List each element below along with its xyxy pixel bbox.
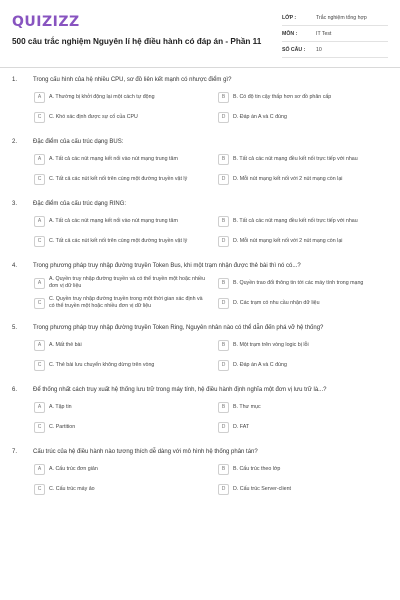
meta-row-class [282,10,388,26]
question-list [12,76,390,510]
question-number: 1. [12,77,18,83]
option-letter-box[interactable]: A [34,340,45,351]
answer-option[interactable] [34,109,206,125]
answer-options [12,151,390,187]
option-letter-box[interactable]: D [218,422,229,433]
answer-option[interactable] [218,275,390,291]
option-text: D. Đáp án A và C đúng [233,113,287,120]
meta-row-count [282,42,388,58]
option-text: D. Cấu trúc Server-client [233,485,291,492]
option-text: C. Khó xác định được sự cố của CPU [49,113,138,120]
answer-options [12,399,390,435]
option-letter-box[interactable]: B [218,216,229,227]
question-text: Để thống nhất cách truy xuất hệ thống lưu trữ trong máy tính, hệ điều hành định nghĩa một đơn vị lưu trữ là...? [33,387,327,393]
answer-option[interactable] [218,171,390,187]
option-letter-box[interactable]: A [34,278,45,289]
question-text: Cấu trúc của hệ điều hành nào tương thích dễ dàng với mô hình hệ thống phân tán? [33,449,258,455]
option-letter-box[interactable]: C [34,484,45,495]
answer-option[interactable] [218,109,390,125]
question-head [12,76,390,84]
answer-option[interactable] [34,233,206,249]
option-text: C. Partition [49,423,76,430]
option-text: D. Đáp án A và C đúng [233,361,287,368]
option-letter-box[interactable]: D [218,298,229,309]
answer-option[interactable] [218,213,390,229]
option-text: C. Thẻ bài lưu chuyển không dừng trên vòng [49,361,155,368]
answer-option[interactable] [218,233,390,249]
question-head [12,386,390,394]
question-item [12,448,390,497]
option-text: A. Tập tin [49,403,72,410]
option-text: B. Cấu trúc theo lớp [233,465,281,472]
option-text: B. Tất cả các nút mạng đều kết nối trực tiếp với nhau [233,217,358,224]
option-text: D. FAT [233,423,250,430]
option-letter-box[interactable]: C [34,422,45,433]
question-text: Trong phương pháp truy nhập đường truyền Token Ring, Nguyên nhân nào có thể dẫn đến phá vỡ hệ thống? [33,325,324,331]
option-letter-box[interactable]: D [218,174,229,185]
meta-value: 10 [316,46,322,53]
option-letter-box[interactable]: B [218,464,229,475]
option-letter-box[interactable]: D [218,112,229,123]
option-text: B. Quyền trao đổi thông tin tới các máy tính trong mạng [233,279,364,286]
option-text: A. Tất cả các nút mạng kết nối vào nút mạng trung tâm [49,155,178,162]
answer-options [12,89,390,125]
option-letter-box[interactable]: A [34,464,45,475]
option-text: B. Thư mục [233,403,261,410]
answer-option[interactable] [218,419,390,435]
worksheet-meta [282,10,388,58]
option-text: B. Một trạm trên vòng logic bị lỗi [233,341,309,348]
answer-option[interactable] [34,213,206,229]
question-item [12,324,390,373]
option-letter-box[interactable]: C [34,236,45,247]
option-letter-box[interactable]: C [34,298,45,309]
worksheet-header [12,10,388,60]
question-head [12,324,390,332]
answer-option[interactable] [34,295,206,311]
option-letter-box[interactable]: A [34,92,45,103]
answer-option[interactable] [34,337,206,353]
option-text: C. Tất cả các nút kết nối trên cùng một đường truyền vật lý [49,237,188,244]
meta-value: Trắc nghiệm tổng hợp [316,14,367,21]
worksheet-title: 500 câu trắc nghiệm Nguyên lí hệ điều hành có đáp án - Phần 11 [12,37,262,46]
question-text: Đặc điểm của cấu trúc dạng BUS: [33,139,124,145]
question-item [12,76,390,125]
meta-value: IT Test [316,30,332,37]
option-text: D. Mỗi nút mạng kết nối với 2 nút mạng còn lại [233,175,343,182]
option-text: A. Mất thẻ bài [49,341,82,348]
answer-options [12,461,390,497]
question-item [12,386,390,435]
answer-option[interactable] [218,337,390,353]
option-letter-box[interactable]: A [34,216,45,227]
answer-option[interactable] [34,171,206,187]
answer-option[interactable] [218,481,390,497]
meta-label: MÔN : [282,30,298,37]
option-letter-box[interactable]: A [34,154,45,165]
option-text: D. Mỗi nút mạng kết nối với 2 nút mạng còn lại [233,237,343,244]
question-head [12,138,390,146]
option-letter-box[interactable]: B [218,278,229,289]
answer-options [12,213,390,249]
option-letter-box[interactable]: B [218,402,229,413]
question-head [12,200,390,208]
answer-option[interactable] [218,399,390,415]
option-text: A. Cấu trúc đơn giản [49,465,98,472]
option-letter-box[interactable]: C [34,360,45,371]
option-text: C. Cấu trúc máy ảo [49,485,95,492]
question-head [12,262,390,270]
answer-option[interactable] [218,461,390,477]
answer-option[interactable] [218,151,390,167]
meta-label: LỚP : [282,14,297,21]
answer-options [12,337,390,373]
question-number: 7. [12,449,18,455]
option-text: B. Tất cả các nút mạng đều kết nối trực tiếp với nhau [233,155,358,162]
option-letter-box[interactable]: B [218,154,229,165]
answer-option[interactable] [34,399,206,415]
meta-row-subject [282,26,388,42]
option-text: A. Tất cả các nút mạng kết nối vào nút mạng trung tâm [49,217,178,224]
question-number: 4. [12,263,18,269]
answer-option[interactable] [218,295,390,311]
answer-option[interactable] [34,89,206,105]
question-item [12,262,390,311]
answer-option[interactable] [34,275,206,291]
meta-label: SỐ CÂU : [282,46,306,53]
option-letter-box[interactable]: B [218,340,229,351]
option-letter-box[interactable]: C [34,112,45,123]
question-number: 2. [12,139,18,145]
option-text: C. Quyền truy nhập đường truyền trong một thời gian xác định và có thể truyền một hoặc nhiều đơn vị dữ liệu [49,296,203,309]
question-item [12,200,390,249]
question-item [12,138,390,187]
option-letter-box[interactable]: A [34,402,45,413]
answer-option[interactable] [218,357,390,373]
answer-option[interactable] [34,481,206,497]
option-letter-box[interactable]: D [218,484,229,495]
question-text: Trong cấu hình của hệ nhiều CPU, sơ đồ liên kết mạnh có nhược điểm gì? [33,77,232,83]
answer-option[interactable] [34,151,206,167]
option-letter-box[interactable]: D [218,236,229,247]
option-text: A. Quyền truy nhập đường truyền và có thể truyền một hoặc nhiều đơn vị dữ liệu [49,276,206,289]
option-text: A. Thường bị khởi động lại một cách tự động [49,93,155,100]
option-text: D. Các trạm có nhu cầu nhận dữ liệu [233,299,320,306]
question-number: 6. [12,387,18,393]
answer-option[interactable] [34,357,206,373]
question-number: 5. [12,325,18,331]
option-text: B. Có độ tin cậy thấp hơn sơ đồ phân cấp [233,93,332,100]
answer-options [12,275,390,311]
quizizz-logo[interactable]: QUIZIZZ [12,14,80,30]
option-text: C. Tất cả các nút kết nối trên cùng một đường truyền vật lý [49,175,188,182]
option-letter-box[interactable]: C [34,174,45,185]
option-letter-box[interactable]: B [218,92,229,103]
answer-option[interactable] [34,419,206,435]
option-letter-box[interactable]: D [218,360,229,371]
question-text: Trong phương pháp truy nhập đường truyền Token Bus, khi một trạm nhận được thẻ bài thì nó có...? [33,263,301,269]
question-text: Đặc điểm của cấu trúc dạng RING: [33,201,127,207]
header-divider [0,67,400,68]
answer-option[interactable] [34,461,206,477]
question-head [12,448,390,456]
question-number: 3. [12,201,18,207]
answer-option[interactable] [218,89,390,105]
